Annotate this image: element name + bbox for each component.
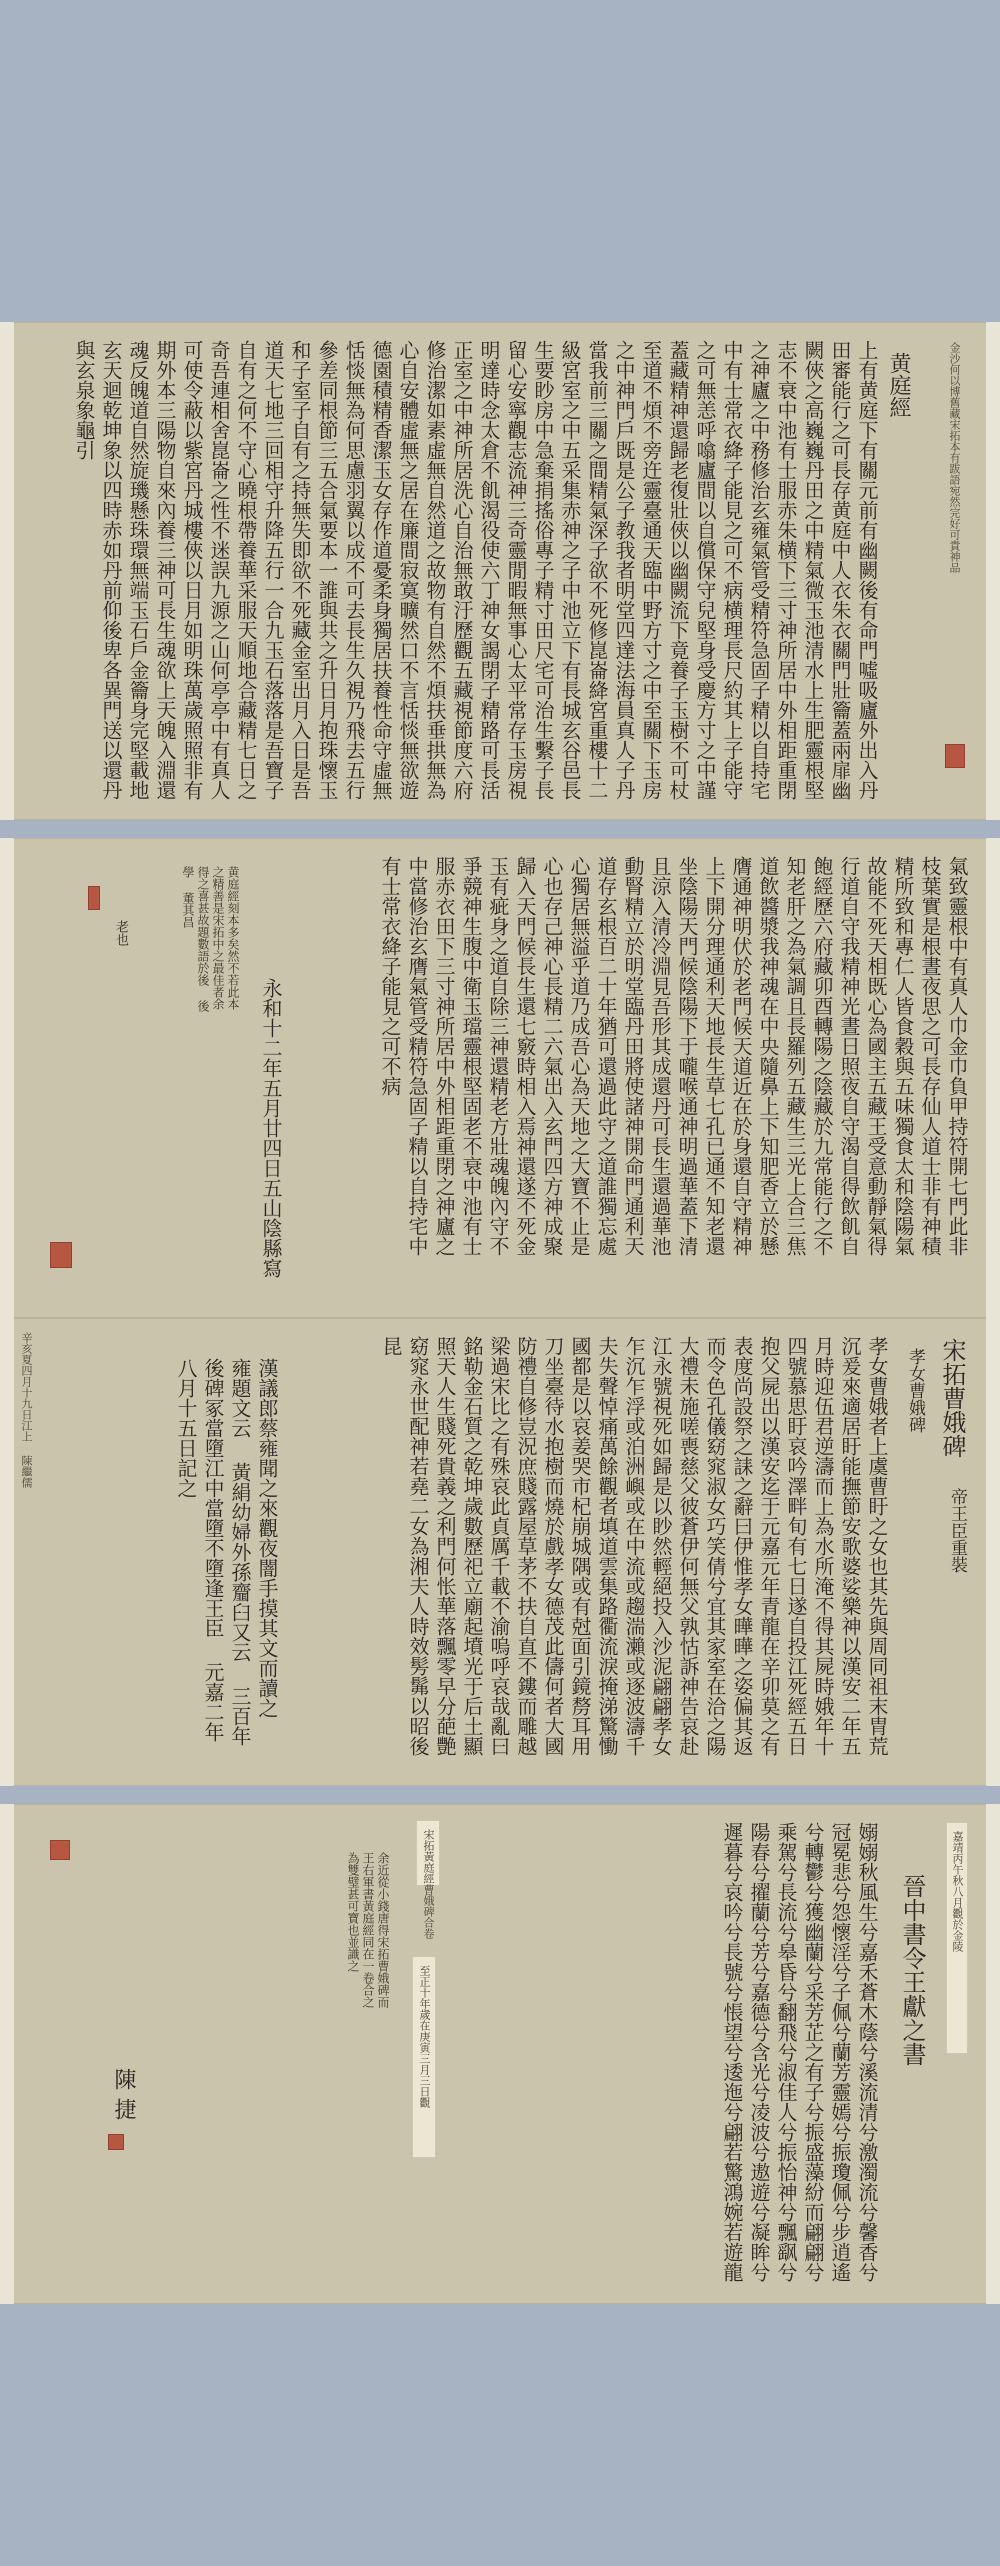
seal-stamp	[108, 2134, 124, 2150]
panel2-body-text: 氣致靈根中有真人巾金巾負甲持符開七門此非枝葉實是根晝夜思之可長存仙人道士非有神積精所致和專仁人皆食穀與五味獨食太和陰陽氣故能不死天相既心為國主五藏王受意動靜氣得行道自守我精神光晝日照夜自守渴自得飲飢自飽經歷六府藏卯酉轉陽之陰藏於九常能行之不知老肝之為氣調且長羅列五藏生三光上合三焦道飲醬漿我神魂在中央隨鼻上下知肥香立於懸膺通神明伏於老門候天道近在於身還自守精神上下開分理通利天地長生草七孔已通不知老還坐陰陽天門候陰陽下于嚨喉通神明過華蓋下清且涼入清冷淵見吾形其成還丹可長生還過華池動腎精立於明堂臨丹田將使諸神開命門通利天道存玄根百二十年猶可還過此守之道誰獨忘處心獨居無溢乎道乃成吾心為天地之大寶不止是心也存己神心長精二六氣出入玄門四方神成聚歸入天門候長生還七竅時相入焉神還遂不死金玉有疵身之道自除三神還精老方壯魂魄內守不爭競神生腹中衛玉璫靈根堅固老不衰中池有士服赤衣田下三寸神所居中外相距重閉之神廬之中當修治玄膺氣管受精符急固子精以自持宅中有士常衣絳子能見之可不病	[378, 856, 969, 1256]
scroll-panel-3	[0, 1318, 1000, 1786]
label-slip-long	[412, 1956, 436, 2158]
panel2-date-line: 永和十二年五月廿四日五山陰縣寫	[259, 978, 283, 1278]
scroll-panel-1	[0, 322, 1000, 820]
panel-edge-right	[986, 322, 1000, 820]
panel4-heading: 晉中書令王獻之書	[898, 1874, 926, 2066]
scroll-panel-4	[0, 1804, 1000, 2304]
panel1-title: 黄庭經	[886, 352, 911, 418]
panel-edge-left	[0, 838, 14, 1318]
panel2-side-note: 老也	[113, 920, 128, 946]
seal-stamp	[50, 1840, 70, 1860]
slip-text: 至正十年歲在庚寅三月三日觀	[418, 1965, 431, 2108]
panel1-body-text: 上有黄庭下有關元前有幽闕後有命門噓吸廬外出入丹田審能行之可長存黄庭中人衣朱衣關門壯籥蓋兩扉幽闕俠之高巍巍丹田之中精氣微玉池清水上生肥靈根堅志不衰中池有士服赤朱横下三寸神所居中外相距重閉之神廬之中務修治玄雍氣管受精符急固子精以自持宅中有士常衣絳子能見之可不病横理長尺約其上子能守之可無恙呼噏廬間以自償保守兒堅身受慶方寸之中謹蓋藏精神還歸老復壯俠以幽闕流下竟養子玉樹不可杖至道不煩不旁迕靈臺通天臨中野方寸之中至關下玉房之中神門戶既是公子教我者明堂四達法海員真人子丹當我前三關之間精氣深子欲不死修崑崙絳宮重樓十二級宮室之中五采集赤神之子中池立下有長城玄谷邑長生要眇房中急棄捐搖俗專子精寸田尺宅可治生繫子長留心安寧觀志流神三奇靈閒暇無事心太平常存玉房視明達時念太倉不飢渴役使六丁神女謁閉子精路可長活正室之中神所居洗心自治無敢汙歷觀五藏視節度六府修治潔如素虛無自然道之故物有自然不煩扶垂拱無為心自安體虛無之居在廉間寂寞曠然口不言恬惔無欲遊德園積精香潔玉女存作道憂柔身獨居扶養性命守虛無恬惔無為何思慮羽翼以成不可去長生久視乃飛去五行參差同根節三五合氣要本一誰與共之升日月抱珠懷玉和子室子自有之持無失即欲不死藏金室出月入日是吾道天七地三回相守升降五行一合九玉石落落是吾寶子自有之何不守心曉根帶養華采服天順地合藏精七日之奇吾連相舍崑崙之性不迷誤九源之山何亭亭中有真人可使令蔽以紫宮丹城樓俠以日月如明珠萬歲照照非有期外本三陽物自來內養三神可長生魂欲上天魄入淵還魂反魄道自然旋璣懸珠環無端玉石戶金籥身完堅載地玄天迴乾坤象以四時赤如丹前仰後卑各異門送以還丹與玄泉象龜引	[72, 340, 879, 800]
label-slip-right	[946, 1822, 968, 2054]
panel3-body-text: 孝女曹娥者上虞曹盱之女也其先與周同祖末胄荒沉爰來適居盱能撫節安歌婆娑樂神以漢安二年五月時迎伍君逆濤而上為水所淹不得其屍時娥年十四號慕思盱哀吟澤畔旬有七日遂自投江死經五日抱父屍出以漢安迄于元嘉元年青龍在辛卯莫之有表度尚設祭之誄之辭曰伊惟孝女曄曄之姿偏其返而令色孔儀窈窕淑女巧笑倩兮宜其家室在洽之陽大禮未施嗟喪慈父彼蒼伊何無父孰怙訴神告哀赴江永號視死如歸是以眇然輕絕投入沙泥翩翩孝女乍沉乍浮或泊洲嶼或在中流或趨湍瀨或逐波濤千夫失聲悼痛萬餘觀者填道雲集路衢流淚掩涕驚慟國都是以哀姜哭市杞崩城隅或有尅面引鏡剺耳用刀坐臺待水抱樹而燒於戲孝女德茂此儔何者大國防禮自修豈況庶賤露屋草茅不扶自直不鏤而雕越梁過宋比之有殊哀此貞厲千載不渝嗚呼哀哉亂曰銘勒金石質之乾坤歲數歷祀立廟起墳光于后土顯照天人生賤死貴義之利門何怅華落飄零早分葩艷窈窕永世配神若堯二女為湘夫人時效髣髴以昭後昆	[379, 1336, 889, 1756]
panel3-heading: 孝女曹娥碑	[905, 1348, 925, 1433]
label-slip-middle	[416, 1820, 440, 1939]
panel-edge-right	[986, 838, 1000, 1318]
panel4-signature: 陳捷	[111, 2068, 136, 2128]
panel-edge-left	[0, 1804, 14, 2304]
panel4-body-text: 嫋嫋秋風生兮嘉禾蒼木蔭兮溪流清兮激濁流兮馨香兮冠冕悲兮怨懷淫兮子佩兮蘭芳靈嫣兮振瓊佩兮步逍遙兮轉鬱兮獲幽蘭兮采芳芷之有子兮振盛藻紛而翩翩兮乘駕兮長流兮皋昏兮翻飛兮淑佳人兮振怡神兮飄飖兮陽春兮擢蘭兮芳兮嘉德兮含光兮凌波兮遨遊兮凝眸兮遲暮兮哀吟兮長號兮悵望兮逶迤兮翩若驚鴻婉若遊龍	[720, 1822, 879, 2282]
panel3-left-note: 辛亥夏四月十九日江上 陳繼儒	[20, 1332, 33, 1488]
panel3-title: 宋拓曹娥碑	[938, 1338, 966, 1458]
panel4-colophon: 余近從小錢唐得宋拓曹娥碑而王右軍書黃庭經同在一卷合之為雙璧甚可寶也並識之	[346, 1852, 390, 2008]
slip-text: 宋拓黃庭經曹娥碑合卷	[422, 1829, 435, 1939]
panel2-colophon: 黄庭經刻本多矣然不若此本之精善是宋拓中之最佳者余得之喜甚故題數語於後 後學 董其昌	[181, 866, 240, 1012]
seal-stamp	[50, 1242, 72, 1268]
panel3-after-text: 漢議郎蔡雍聞之來觀夜闇手摸其文而讀之 雍題文云 黃絹幼婦外孫齏臼又云 三百年後碑冢當墮江中當墮不墮逢王臣 元嘉二年八月十五日記之	[174, 1358, 279, 1746]
panel-edge-right	[986, 1318, 1000, 1786]
panel3-subtitle: 帝王臣重裝	[947, 1488, 967, 1573]
scroll-panel-2	[0, 838, 1000, 1318]
panel-edge-left	[0, 322, 14, 820]
panel1-colophon-right: 金沙何以博舊藏宋拓本有跋語宛然完好可貴神品	[948, 342, 961, 573]
seal-stamp	[945, 744, 965, 768]
slip-text: 嘉靖丙午秋八月觀於金陵	[951, 1831, 964, 1952]
panel-edge-left	[0, 1318, 14, 1786]
panel-edge-right	[986, 1804, 1000, 2304]
seal-stamp	[88, 886, 100, 910]
